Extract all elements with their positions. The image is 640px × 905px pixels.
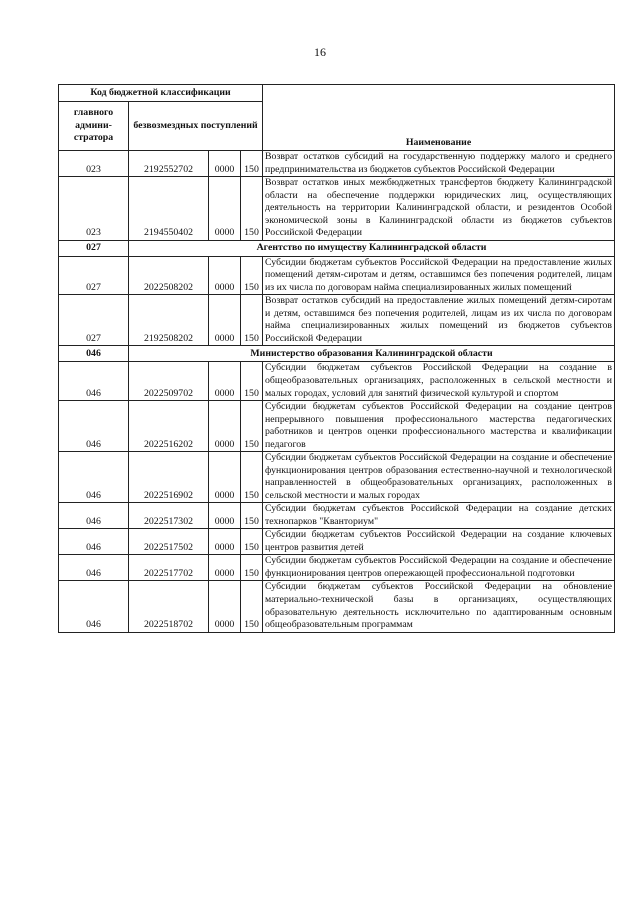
admin-code-cell: 046 [59, 581, 129, 632]
admin-code-cell: 046 [59, 503, 129, 529]
name-cell: Субсидии бюджетам субъектов Российской Федерации на создание и обеспечение функционирования центров опережающей профессиональной подготовки [263, 555, 615, 581]
program-code-cell: 0000 [209, 362, 241, 401]
admin-code-cell: 046 [59, 529, 129, 555]
admin-code-cell: 027 [59, 256, 129, 295]
econ-code-cell: 150 [241, 295, 263, 346]
table-row [59, 503, 615, 529]
revenue-code-cell: 2194550402 [129, 177, 209, 241]
name-cell: Возврат остатков субсидий на предоставление жилых помещений детям-сиротам и детям, оставшимся без попечения родителей, лицам из их числа по договорам найма специализированных жилых помещений из бюджетов субъектов Российской Федерации [263, 295, 615, 346]
econ-code-cell: 150 [241, 503, 263, 529]
admin-code-cell: 046 [59, 401, 129, 452]
section-admin-code: 027 [59, 240, 129, 256]
program-code-cell: 0000 [209, 177, 241, 241]
econ-code-cell: 150 [241, 452, 263, 503]
revenue-code-cell: 2192508202 [129, 295, 209, 346]
program-code-cell: 0000 [209, 555, 241, 581]
section-title: Министерство образования Калининградской области [129, 346, 615, 362]
name-cell: Субсидии бюджетам субъектов Российской Федерации на создание в общеобразовательных организациях, расположенных в сельской местности и малых городах, условий для занятий физической культурой и спортом [263, 362, 615, 401]
econ-code-cell: 150 [241, 529, 263, 555]
program-code-cell: 0000 [209, 529, 241, 555]
section-row [59, 346, 615, 362]
revenue-code-cell: 2022508202 [129, 256, 209, 295]
table-row [59, 151, 615, 177]
econ-code-cell: 150 [241, 362, 263, 401]
admin-code-cell: 046 [59, 362, 129, 401]
program-code-cell: 0000 [209, 581, 241, 632]
revenue-code-cell: 2022517302 [129, 503, 209, 529]
revenue-code-cell: 2022516202 [129, 401, 209, 452]
table-row [59, 401, 615, 452]
revenue-code-cell: 2022516902 [129, 452, 209, 503]
header-name: Наименование [263, 85, 615, 151]
revenue-code-cell: 2022518702 [129, 581, 209, 632]
table-body [59, 151, 615, 633]
table-row [59, 295, 615, 346]
econ-code-cell: 150 [241, 401, 263, 452]
table-row [59, 362, 615, 401]
admin-code-cell: 046 [59, 452, 129, 503]
budget-classification-table [58, 84, 615, 633]
program-code-cell: 0000 [209, 503, 241, 529]
revenue-code-cell: 2022517702 [129, 555, 209, 581]
econ-code-cell: 150 [241, 151, 263, 177]
table-row [59, 177, 615, 241]
section-title: Агентство по имуществу Калининградской области [129, 240, 615, 256]
name-cell: Субсидии бюджетам субъектов Российской Федерации на предоставление жилых помещений детям-сиротам и детям, оставшимся без попечения родителей, лицам из их числа по договорам найма специализированных жилых помещений [263, 256, 615, 295]
table-row [59, 529, 615, 555]
header-admin: главного админи-стратора [59, 102, 129, 151]
name-cell: Субсидии бюджетам субъектов Российской Федерации на создание и обеспечение функционирования центров образования естественно-научной и технологической направленностей в общеобразовательных организациях, расположенных в сельской местности и малых городах [263, 452, 615, 503]
table-row [59, 555, 615, 581]
econ-code-cell: 150 [241, 177, 263, 241]
econ-code-cell: 150 [241, 581, 263, 632]
header-revenue: безвозмездных поступлений [129, 102, 263, 151]
revenue-code-cell: 2022517502 [129, 529, 209, 555]
admin-code-cell: 023 [59, 177, 129, 241]
name-cell: Субсидии бюджетам субъектов Российской Федерации на обновление материально-технической базы в организациях, осуществляющих образовательную деятельность исключительно по адаптированным основным общеобразовательным программам [263, 581, 615, 632]
revenue-code-cell: 2192552702 [129, 151, 209, 177]
admin-code-cell: 046 [59, 555, 129, 581]
admin-code-cell: 023 [59, 151, 129, 177]
program-code-cell: 0000 [209, 452, 241, 503]
econ-code-cell: 150 [241, 256, 263, 295]
name-cell: Субсидии бюджетам субъектов Российской Федерации на создание центров непрерывного повышения профессионального мастерства педагогических работников и центров оценки профессионального мастерства и квалификации педагогов [263, 401, 615, 452]
page-number: 16 [314, 45, 326, 59]
section-row [59, 240, 615, 256]
admin-code-cell: 027 [59, 295, 129, 346]
name-cell: Возврат остатков субсидий на государственную поддержку малого и среднего предпринимательства из бюджетов субъектов Российской Федерации [263, 151, 615, 177]
program-code-cell: 0000 [209, 401, 241, 452]
program-code-cell: 0000 [209, 256, 241, 295]
table-row [59, 256, 615, 295]
name-cell: Субсидии бюджетам субъектов Российской Федерации на создание ключевых центров развития детей [263, 529, 615, 555]
name-cell: Возврат остатков иных межбюджетных трансфертов бюджету Калининградской области на обеспечение поддержки юридических лиц, осуществляющих деятельность на территории Калининградской области, и резидентов Особой экономической зоны в Калининградской области из бюджетов субъектов Российской Федерации [263, 177, 615, 241]
program-code-cell: 0000 [209, 295, 241, 346]
section-admin-code: 046 [59, 346, 129, 362]
table-row [59, 452, 615, 503]
name-cell: Субсидии бюджетам субъектов Российской Федерации на создание детских технопарков "Кванториум" [263, 503, 615, 529]
header-group-title: Код бюджетной классификации [59, 85, 263, 102]
revenue-code-cell: 2022509702 [129, 362, 209, 401]
econ-code-cell: 150 [241, 555, 263, 581]
table-row [59, 581, 615, 632]
program-code-cell: 0000 [209, 151, 241, 177]
